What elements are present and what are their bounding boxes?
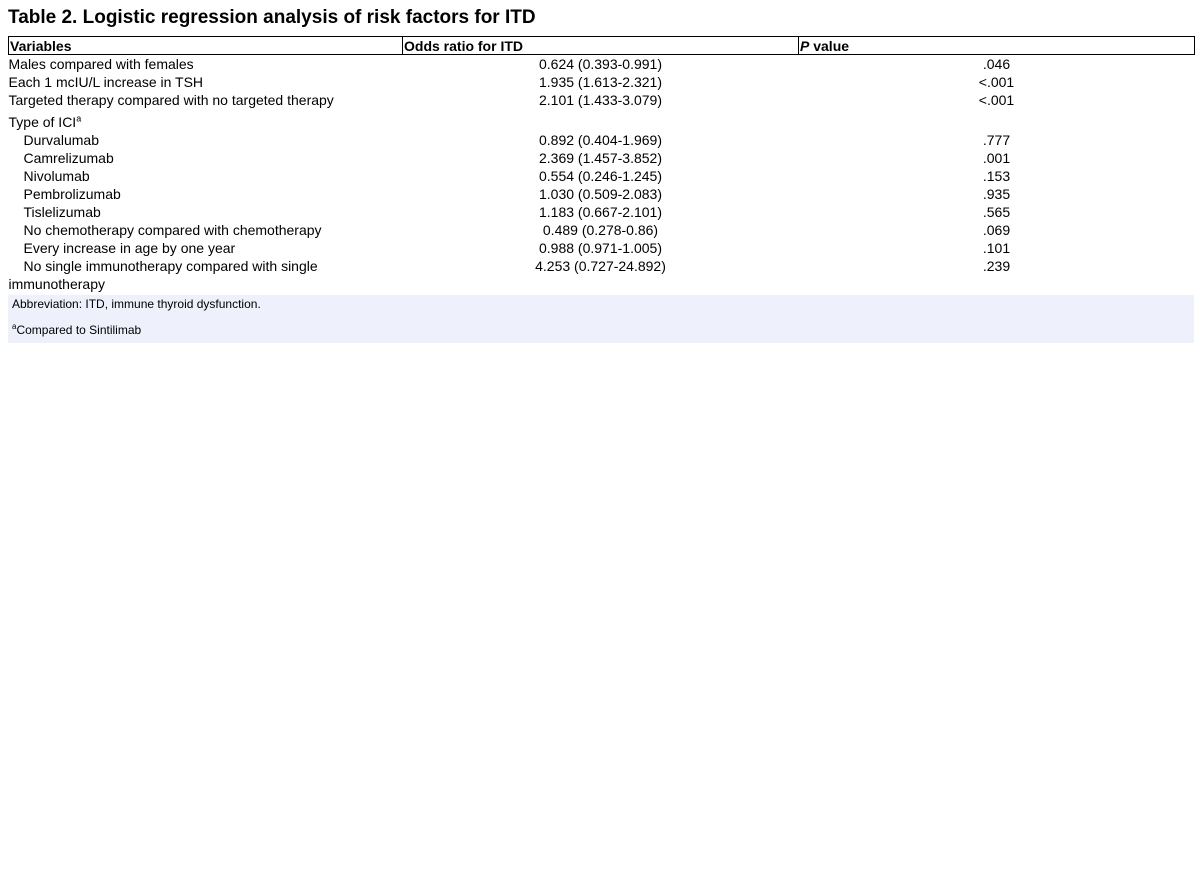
row-variable [9, 257, 403, 293]
row-p-value: .565 [982, 204, 1011, 220]
row-odds-ratio: 0.624 (0.393-0.991) [539, 56, 662, 72]
row-odds-ratio: 1.935 (1.613-2.321) [539, 74, 662, 90]
row-variable: Tislelizumab [23, 204, 101, 220]
row-variable-line2: immunotherapy [8, 276, 105, 292]
table-row [9, 149, 1195, 167]
table-row [9, 239, 1195, 257]
row-odds-ratio: 1.030 (0.509-2.083) [539, 186, 662, 202]
row-p-value: <.001 [978, 92, 1015, 108]
row-odds-ratio: 2.369 (1.457-3.852) [539, 150, 662, 166]
table-row [9, 185, 1195, 203]
table-title: Table 2. Logistic regression analysis of risk factors for ITD [8, 7, 536, 28]
table-footnotes [8, 295, 1194, 343]
group-label-text: Type of ICI [8, 114, 77, 130]
row-variable: No chemotherapy compared with chemotherapy [23, 222, 322, 238]
row-odds-ratio: 2.101 (1.433-3.079) [539, 92, 662, 108]
row-odds-ratio: 1.183 (0.667-2.101) [539, 204, 662, 220]
footnote-compared [12, 323, 1194, 337]
row-variable: Camrelizumab [23, 150, 114, 166]
row-variable: Nivolumab [23, 168, 90, 184]
table-row [9, 55, 1195, 74]
table-row [9, 91, 1195, 109]
header-odds-ratio: Odds ratio for ITD [403, 37, 799, 55]
group-label [9, 113, 403, 131]
footnote-compared-text: Compared to Sintilimab [16, 323, 142, 337]
row-p-value: .001 [982, 150, 1011, 166]
row-p-value: <.001 [978, 74, 1015, 90]
row-odds-ratio: 0.892 (0.404-1.969) [539, 132, 662, 148]
regression-table [8, 36, 1195, 293]
row-variable: Durvalumab [23, 132, 99, 148]
row-variable: Every increase in age by one year [23, 240, 236, 256]
row-variable: Males compared with females [8, 56, 194, 72]
row-odds-ratio: 4.253 (0.727-24.892) [535, 258, 666, 274]
table-row [9, 203, 1195, 221]
row-p-value: .046 [982, 56, 1011, 72]
table-row [9, 167, 1195, 185]
row-p-value: .777 [982, 132, 1011, 148]
row-p-value: .935 [982, 186, 1011, 202]
table-row [9, 257, 1195, 293]
table-row [9, 73, 1195, 91]
row-odds-ratio: 0.554 (0.246-1.245) [539, 168, 662, 184]
row-p-value: .153 [982, 168, 1011, 184]
group-header-row [9, 113, 1195, 131]
header-p-value [799, 37, 1195, 55]
row-odds-ratio: 0.988 (0.971-1.005) [539, 240, 662, 256]
document-page [8, 0, 1194, 343]
table-row [9, 221, 1195, 239]
row-p-value: .069 [982, 222, 1011, 238]
row-variable: Pembrolizumab [23, 186, 121, 202]
row-variable-line1: No single immunotherapy compared with single [23, 258, 318, 274]
row-p-value: .101 [982, 240, 1011, 256]
row-odds-ratio: 0.489 (0.278-0.86) [542, 222, 659, 238]
group-label-footnote-marker: a [76, 113, 82, 124]
row-p-value: .239 [982, 258, 1011, 274]
header-p-value-rest: value [809, 37, 850, 54]
row-variable: Each 1 mcIU/L increase in TSH [8, 74, 204, 90]
footnote-abbreviation: Abbreviation: ITD, immune thyroid dysfunction. [12, 297, 261, 311]
table-header-row [9, 37, 1195, 55]
header-variables: Variables [9, 37, 403, 55]
table-row [9, 131, 1195, 149]
header-p-value-italic: P [800, 37, 810, 54]
footnote-marker: a [12, 322, 17, 331]
row-variable: Targeted therapy compared with no targeted therapy [8, 92, 334, 108]
